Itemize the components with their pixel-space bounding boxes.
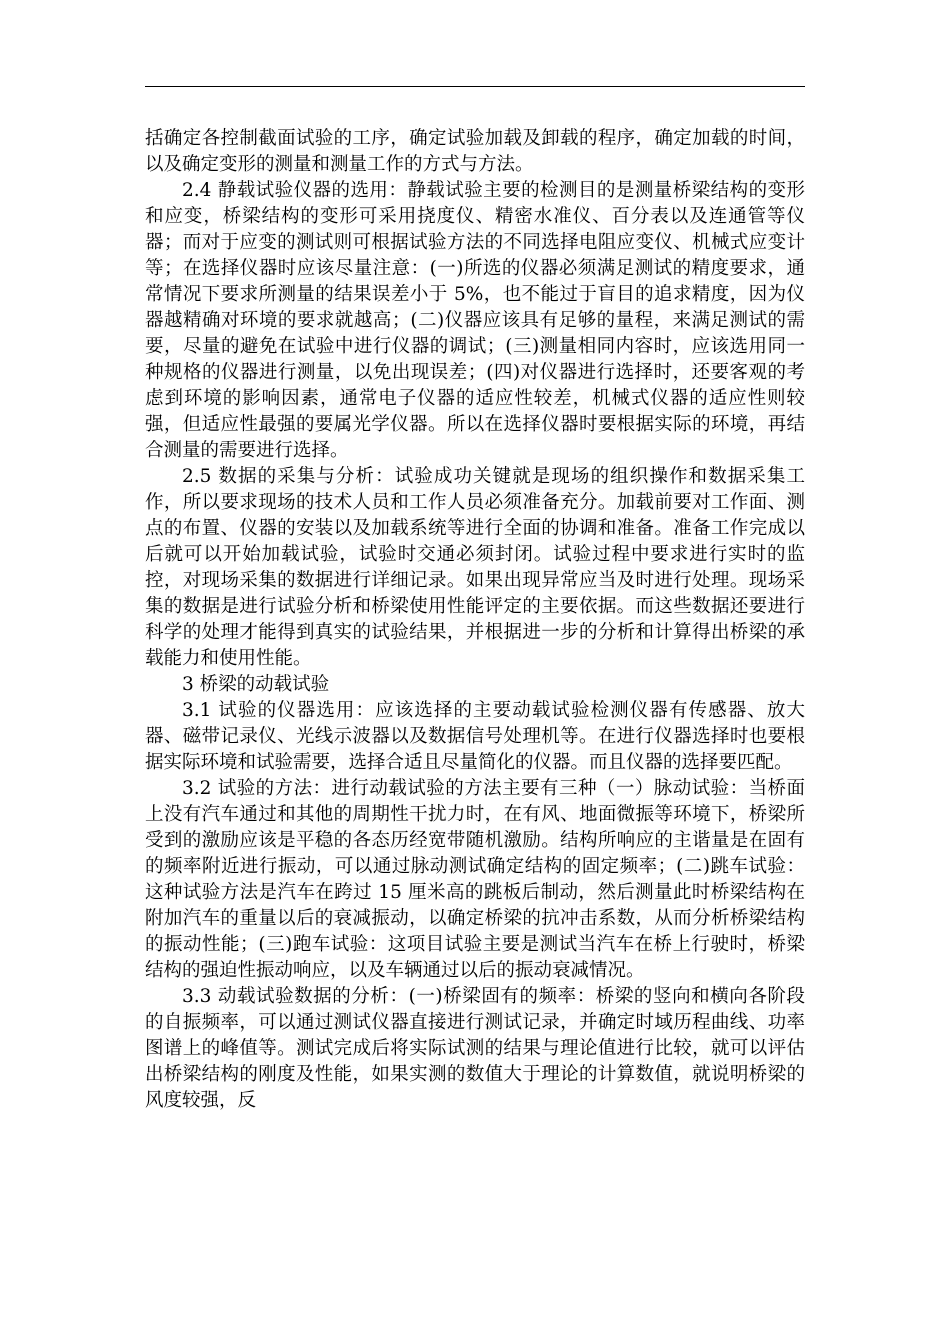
- paragraph-3-2-methods: 3.2 试验的方法：进行动载试验的方法主要有三种（一）脉动试验：当桥面上没有汽车通过和其他的周期性干扰力时，在有风、地面微振等环境下，桥梁所受到的激励应该是平稳的各态历经宽带随机激励。结构所响应的主谐量是在固有的频率附近进行振动，可以通过脉动测试确定结构的固定频率；(二)跳车试验：这种试验方法是汽车在跨过 15 厘米高的跳板后制动，然后测量此时桥梁结构在附加汽车的重量以后的衰减振动，以确定桥梁的抗冲击系数，从而分析桥梁结构的振动性能；(三)跑车试验：这项目试验主要是测试当汽车在桥上行驶时，桥梁结构的强迫性振动响应，以及车辆通过以后的振动衰减情况。: [145, 778, 805, 981]
- document-body: [145, 126, 805, 1114]
- paragraph-3-1-instruments: 3.1 试验的仪器选用：应该选择的主要动载试验检测仪器有传感器、放大器、磁带记录仪、光线示波器以及数据信号处理机等。在进行仪器选择时也要根据实际环境和试验需要，选择合适且尽量简化的仪器。而且仪器的选择要匹配。: [145, 700, 805, 773]
- paragraph-continuation: 括确定各控制截面试验的工序，确定试验加载及卸载的程序，确定加载的时间，以及确定变形的测量和测量工作的方式与方法。: [145, 128, 805, 175]
- paragraph-3-3-data-analysis: 3.3 动载试验数据的分析：(一)桥梁固有的频率：桥梁的竖向和横向各阶段的自振频率，可以通过测试仪器直接进行测试记录，并确定时域历程曲线、功率图谱上的峰值等。测试完成后将实际试测的结果与理论值进行比较，就可以评估出桥梁结构的刚度及性能，如果实测的数值大于理论的计算数值，就说明桥梁的风度较强，反: [145, 986, 805, 1111]
- section-heading-3-dynamic-test: 3 桥梁的动载试验: [182, 674, 330, 695]
- header-rule: [145, 86, 805, 87]
- paragraph-2-4-static-instruments: 2.4 静载试验仪器的选用：静载试验主要的检测目的是测量桥梁结构的变形和应变，桥梁结构的变形可采用挠度仪、精密水准仪、百分表以及连通管等仪器；而对于应变的测试则可根据试验方法的不同选择电阻应变仪、机械式应变计等；在选择仪器时应该尽量注意：(一)所选的仪器必须满足测试的精度要求，通常情况下要求所测量的结果误差小于 5%，也不能过于盲目的追求精度，因为仪器越精确对环境的要求就越高；(二)仪器应该具有足够的量程，来满足测试的需要，尽量的避免在试验中进行仪器的调试；(三)测量相同内容时，应该选用同一种规格的仪器进行测量，以免出现误差；(四)对仪器进行选择时，还要客观的考虑到环境的影响因素，通常电子仪器的适应性较差，机械式仪器的适应性则较强，但适应性最强的要属光学仪器。所以在选择仪器时要根据实际的环境，再结合测量的需要进行选择。: [145, 180, 805, 461]
- paragraph-2-5-data-collection: 2.5 数据的采集与分析：试验成功关键就是现场的组织操作和数据采集工作，所以要求现场的技术人员和工作人员必须准备充分。加载前要对工作面、测点的布置、仪器的安装以及加载系统等进行全面的协调和准备。准备工作完成以后就可以开始加载试验，试验时交通必须封闭。试验过程中要求进行实时的监控，对现场采集的数据进行详细记录。如果出现异常应当及时进行处理。现场采集的数据是进行试验分析和桥梁使用性能评定的主要依据。而这些数据还要进行科学的处理才能得到真实的试验结果，并根据进一步的分析和计算得出桥梁的承载能力和使用性能。: [145, 466, 805, 669]
